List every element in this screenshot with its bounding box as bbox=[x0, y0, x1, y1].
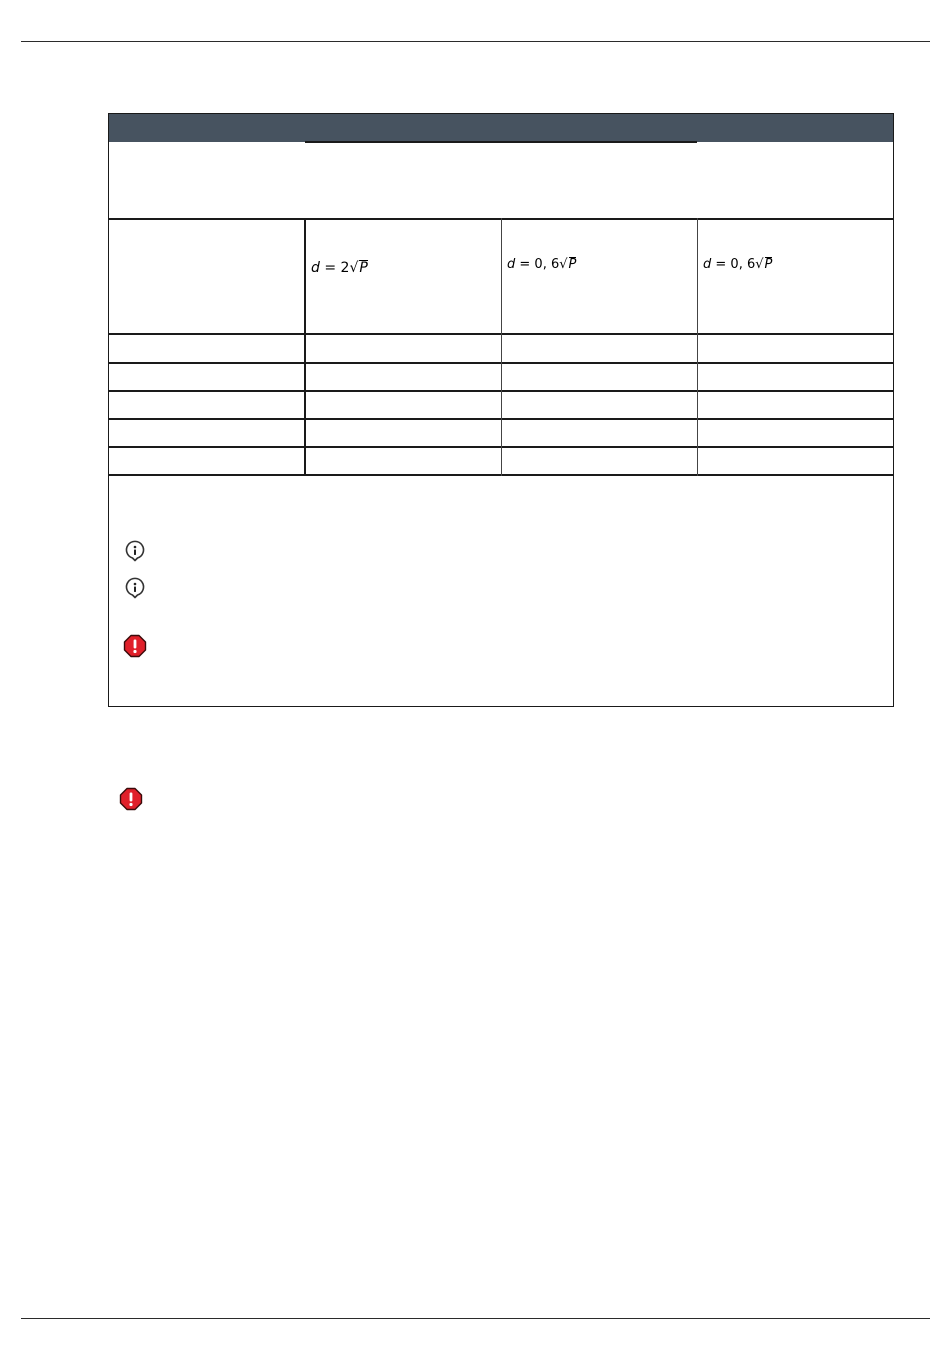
info-icon bbox=[123, 576, 147, 600]
column-divider bbox=[304, 218, 306, 476]
table-header-row bbox=[109, 114, 893, 142]
formula-cell-3: d = 0, 6√P bbox=[703, 257, 773, 272]
header-rule bbox=[21, 41, 930, 42]
footer-rule bbox=[21, 1318, 930, 1319]
column-divider bbox=[501, 218, 502, 476]
warning-icon bbox=[123, 634, 147, 658]
data-table bbox=[108, 113, 894, 707]
formula-cell-1: d = 2√P bbox=[311, 260, 368, 276]
row-divider bbox=[305, 141, 697, 143]
warning-icon bbox=[119, 787, 143, 811]
info-icon bbox=[123, 539, 147, 563]
formula-cell-2: d = 0, 6√P bbox=[507, 257, 577, 272]
column-divider bbox=[697, 218, 698, 476]
